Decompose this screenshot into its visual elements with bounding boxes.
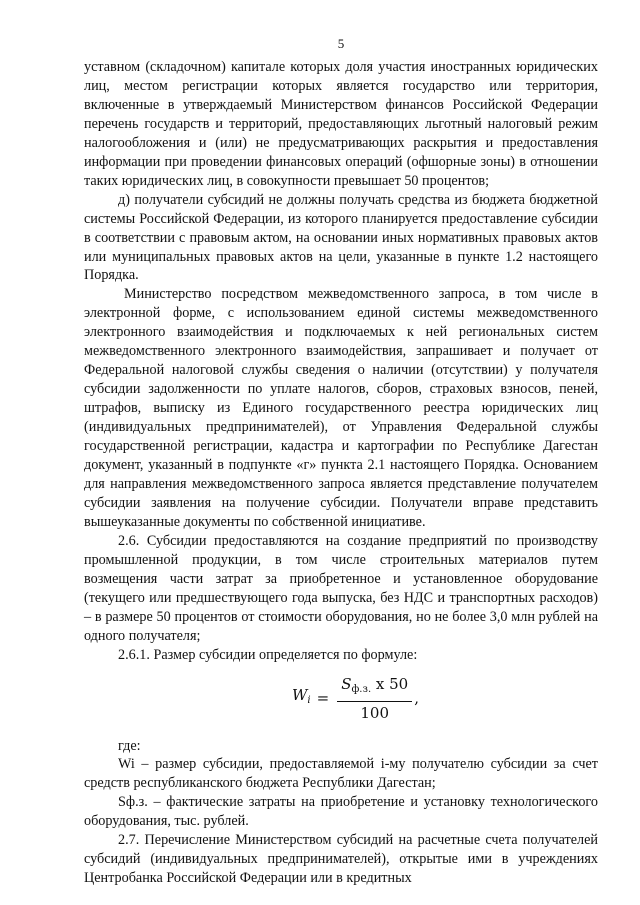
document-body (84, 58, 598, 888)
paragraph-def-s: Sф.з. – фактические затраты на приобретение и установку технологического оборудования, тыс. рублей. (84, 794, 598, 830)
formula-num-rest: x 50 (371, 674, 409, 693)
formula-num-var: S (341, 674, 352, 693)
paragraph-offshore-condition: уставном (складочном) капитале которых доля участия иностранных юридических лиц, местом регистрации которых является государство или территория, включенные в утверждаемый Министерством финансов Российской Федерации перечень государств и территорий, предоставляющих льготный налоговый режим налогообложения и (или) не предусматривающих раскрытия и предоставления информации при проведении финансовых операций (офшорные зоны) в отношении таких юридических лиц, в совокупности превышает 50 процентов; (84, 59, 598, 189)
formula-lhs-var: W (292, 686, 308, 705)
formula-trailing-comma: , (414, 689, 419, 708)
page-number: 5 (337, 36, 345, 51)
paragraph-interagency-request: Министерство посредством межведомственного запроса, в том числе в электронной форме, с использованием единой системы межведомственного электронного взаимодействия и подключаемых к ней региональных систем межведомственного электронного взаимодействия, запрашивает и получает от Федеральной налоговой службы сведения о наличии (отсутствии) у получателя субсидии задолженности по уплате налогов, сборов, страховых взносов, пеней, штрафов, выписку из Единого государственного реестра юридических лиц (индивидуальных предпринимателей), от Управления Федеральной службы государственной регистрации, кадастра и картографии по Республике Дагестан документ, указанный в подпункте «г» пункта 2.1 настоящего Порядка. Основанием для направления межведомственного запроса является представление получателем субсидии заявления на получение субсидии. Получатели вправе представить вышеуказанные документы по собственной инициативе. (84, 286, 598, 530)
formula-numerator (337, 675, 412, 703)
paragraph-section-2-6: 2.6. Субсидии предоставляются на создание предприятий по производству промышленной продукции, в том числе строительных материалов путем возмещения части затрат за приобретенное и установленное оборудование (текущего или предшествующего года выпуска, без НДС и транспортных расходов) – в размере 50 процентов от стоимости оборудования, но не более 3,0 млн рублей на одного получателя; (84, 532, 598, 644)
subsidy-formula (84, 665, 598, 737)
formula-expression (292, 675, 419, 724)
paragraph-condition-d: д) получатели субсидий не должны получать средства из бюджета бюджетной системы Российской Федерации, из которого планируется предоставление субсидии в соответствии с правовым актом, на основании иных нормативных правовых актов или муниципальных правовых актов на цели, указанные в пункте 1.2 настоящего Порядка. (84, 191, 598, 284)
formula-denominator: 100 (360, 704, 390, 723)
formula-equals: = (316, 689, 330, 708)
paragraph-where: где: (118, 737, 141, 754)
formula-lhs-sub: i (307, 695, 311, 707)
paragraph-section-2-7: 2.7. Перечисление Министерством субсидий на расчетные счета получателей субсидий (индивидуальных предпринимателей), открытые ими в учреждениях Центробанка Российской Федерации или в кредитных (84, 832, 598, 887)
formula-num-sub: ф.з. (351, 683, 372, 695)
formula-lhs (292, 686, 311, 711)
formula-fraction (337, 675, 412, 724)
paragraph-def-wi: Wi – размер субсидии, предоставляемой i-му получателю субсидии за счет средств республиканского бюджета Республики Дагестан; (84, 756, 598, 792)
paragraph-section-2-6-1: 2.6.1. Размер субсидии определяется по формуле: (118, 646, 418, 663)
